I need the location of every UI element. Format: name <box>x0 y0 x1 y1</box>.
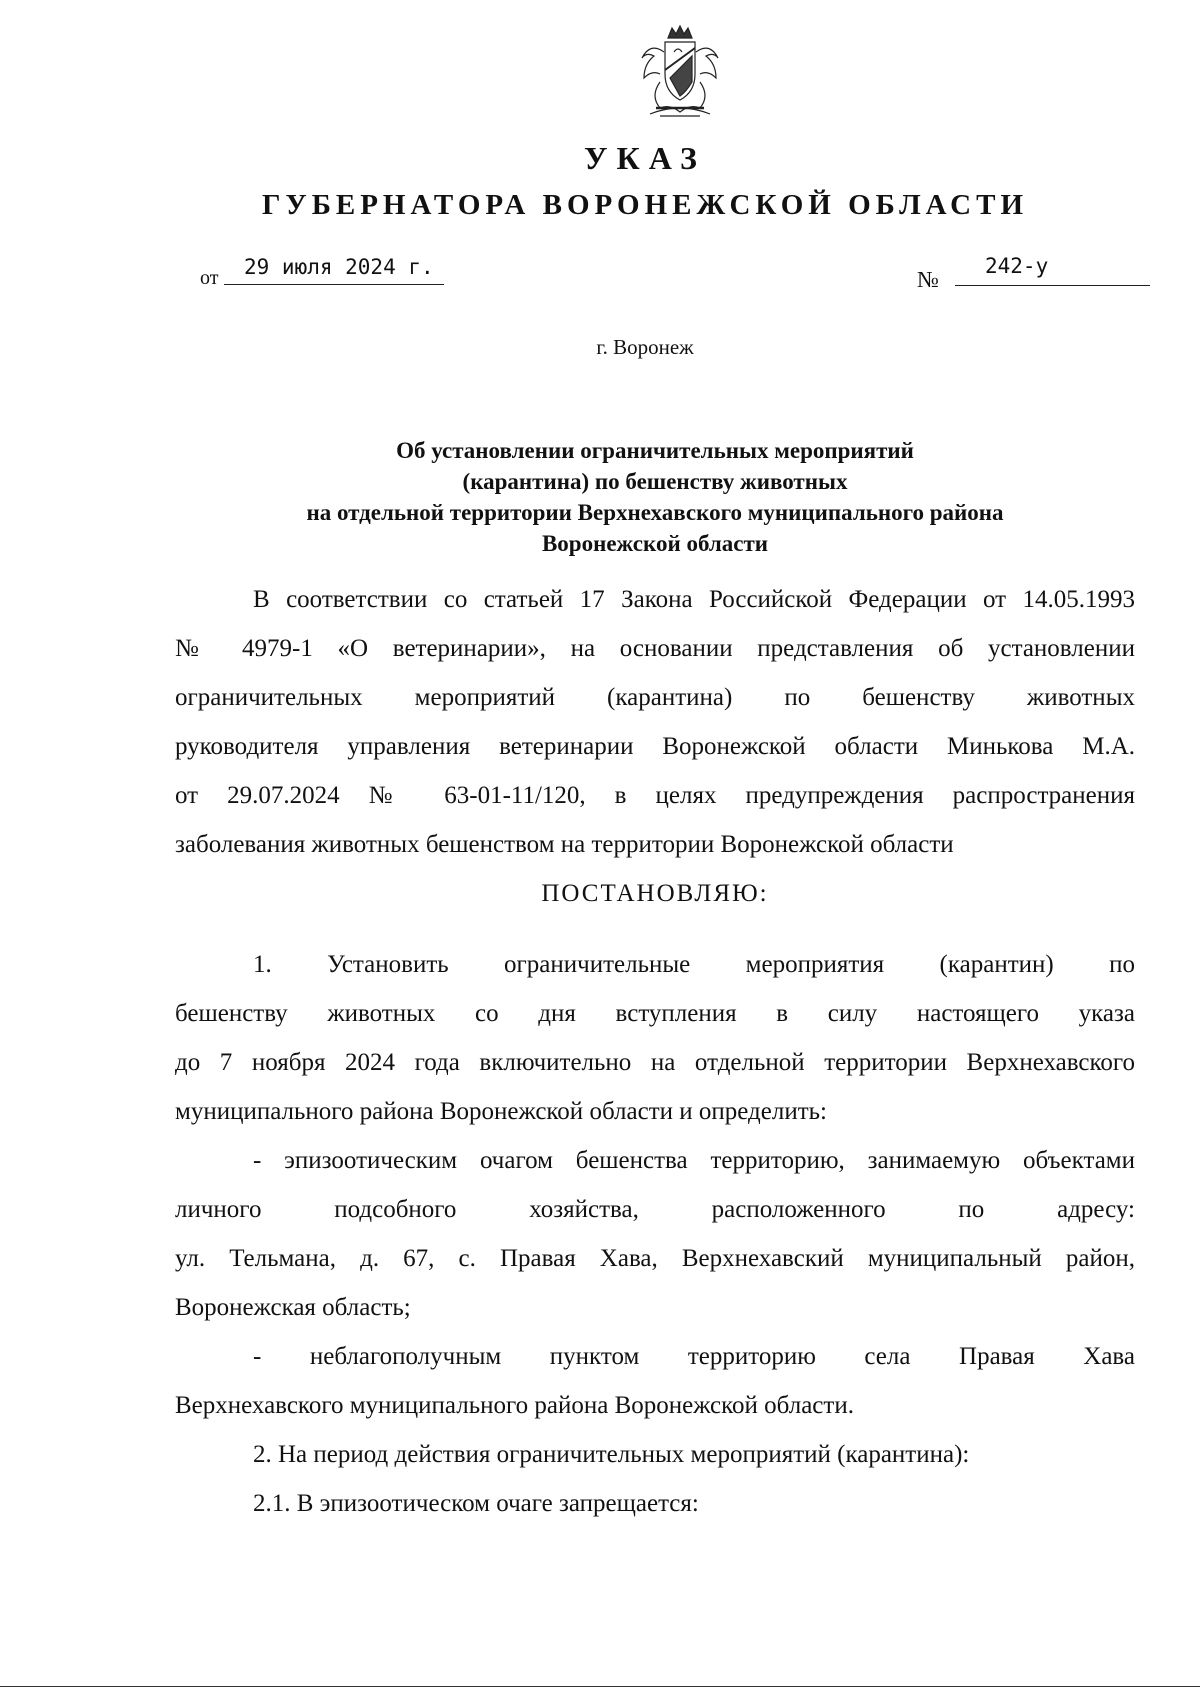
text-line: 1. Установить ограничительные мероприятия (карантин) по <box>253 951 1135 978</box>
text-line: заболевания животных бешенством на территории Воронежской области <box>175 831 954 858</box>
heading-line: Об установлении ограничительных мероприятий <box>396 438 914 463</box>
text-line: В соответствии со статьей 17 Закона Российской Федерации от 14.05.1993 <box>253 586 1135 613</box>
text-line: руководителя управления ветеринарии Воронежской области Минькова М.А. <box>175 733 1135 760</box>
text-line: - неблагополучным пунктом территорию села Правая Хава <box>253 1343 1135 1370</box>
text-line: личного подсобного хозяйства, расположенного по адресу: <box>175 1196 1135 1223</box>
text-line: ул. Тельмана, д. 67, с. Правая Хава, Верхнехавский муниципальный район, <box>175 1245 1135 1272</box>
decree-title: УКАЗ <box>584 140 706 176</box>
text-line: - эпизоотическим очагом бешенства территорию, занимаемую объектами <box>253 1147 1135 1174</box>
preamble-paragraph <box>175 575 1135 918</box>
coat-of-arms-icon <box>620 22 740 122</box>
heading-line: (карантина) по бешенству животных <box>462 469 848 494</box>
text-line: муниципального района Воронежской области и определить: <box>175 1098 827 1125</box>
text-line: 2.1. В эпизоотическом очаге запрещается: <box>253 1490 699 1517</box>
heading-line: Воронежской области <box>541 531 769 556</box>
item-1-focus <box>175 1136 1135 1332</box>
city-name: г. Воронеж <box>596 335 694 359</box>
text-line: от 29.07.2024 № 63-01-11/120, в целях предупреждения распространения <box>175 782 1135 809</box>
item-1-point <box>175 1332 1135 1430</box>
text-line: до 7 ноября 2024 года включительно на отдельной территории Верхнехавского <box>175 1049 1135 1076</box>
text-line: 2. На период действия ограничительных мероприятий (карантина): <box>253 1441 970 1468</box>
text-line: № 4979-1 «О ветеринарии», на основании представления об установлении <box>175 635 1135 662</box>
text-line: Верхнехавского муниципального района Воронежской области. <box>175 1392 854 1419</box>
text-line: бешенству животных со дня вступления в силу настоящего указа <box>175 1000 1135 1027</box>
item-2 <box>175 1430 1135 1528</box>
decree-heading <box>180 435 1130 559</box>
number-value: 242-у <box>955 254 1150 286</box>
page-bottom-rule <box>0 1686 1200 1687</box>
text-line: ограничительных мероприятий (карантина) по бешенству животных <box>175 684 1135 711</box>
heading-line: на отдельной территории Верхнехавского муниципального района <box>306 500 1004 525</box>
date-prefix: от <box>200 267 219 289</box>
decree-word: ПОСТАНОВЛЯЮ: <box>541 880 769 907</box>
date-value: 29 июля 2024 г. <box>224 255 444 285</box>
number-prefix: № <box>917 267 939 292</box>
text-line: Воронежская область; <box>175 1294 411 1321</box>
decree-issuer: ГУБЕРНАТОРА ВОРОНЕЖСКОЙ ОБЛАСТИ <box>261 189 1029 221</box>
item-1 <box>175 940 1135 1136</box>
